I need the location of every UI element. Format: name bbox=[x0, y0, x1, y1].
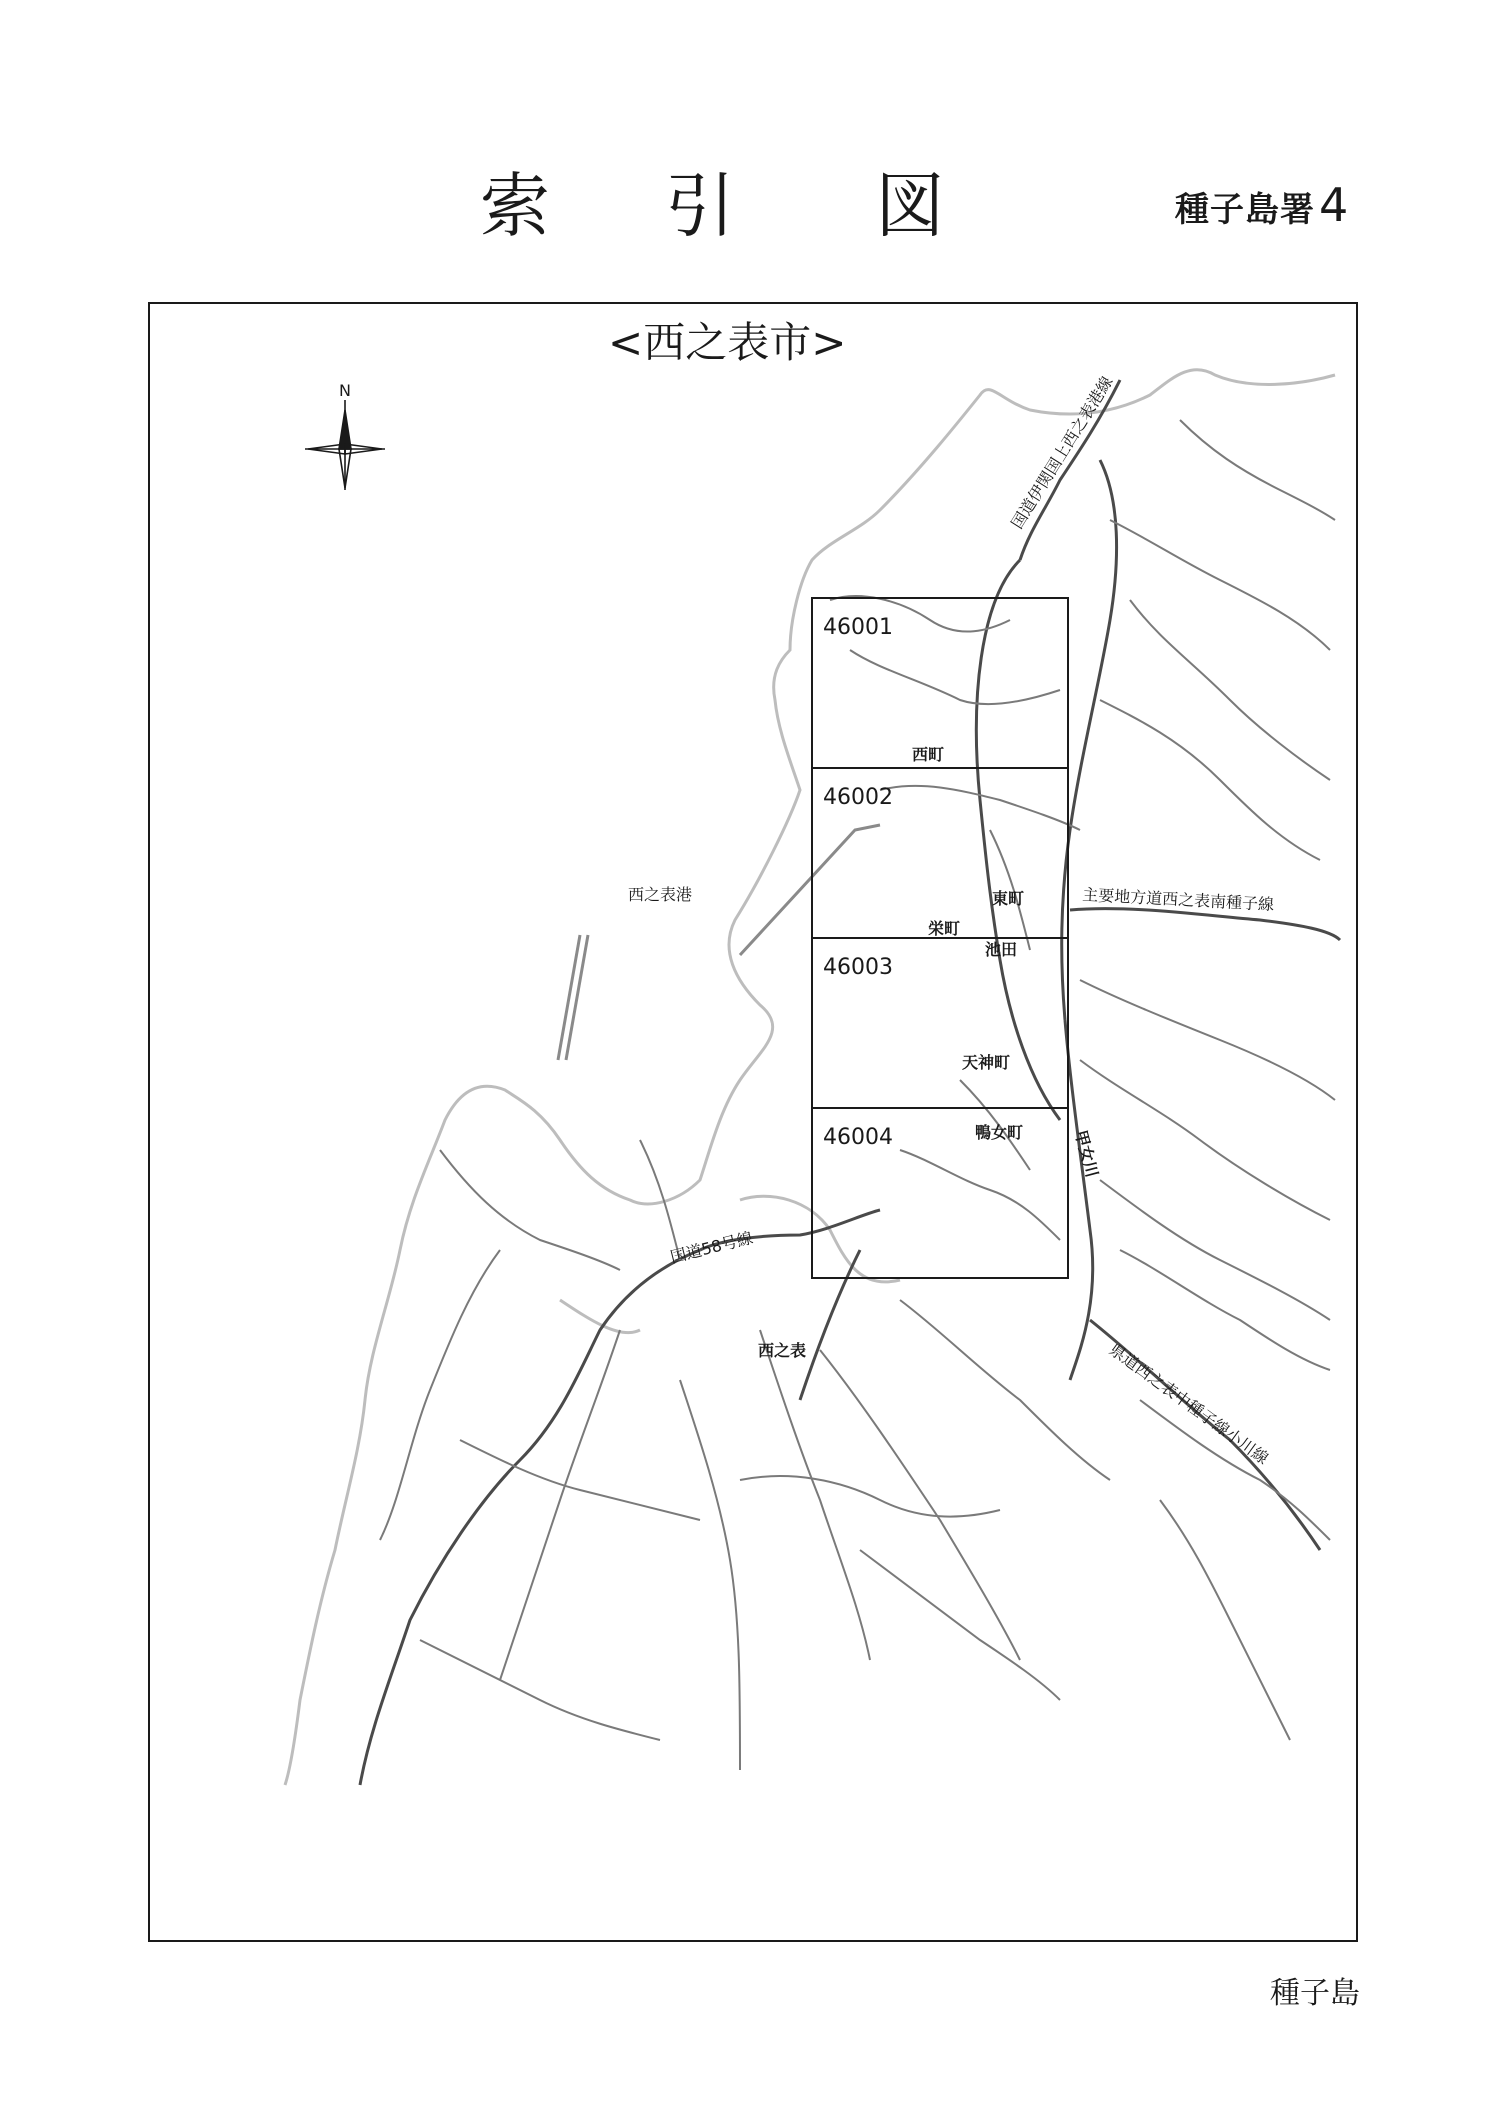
station-number: 4 bbox=[1319, 178, 1350, 232]
place-label-tenjinmachi: 天神町 bbox=[962, 1053, 1011, 1072]
title-char-3: 図 bbox=[875, 165, 945, 247]
place-label-nishinoomote: 西之表 bbox=[758, 1341, 807, 1360]
place-label-nishimachi: 西町 bbox=[912, 745, 945, 764]
map-subtitle: <西之表市> bbox=[608, 318, 847, 367]
place-label-higashimachi: 東町 bbox=[992, 889, 1025, 908]
place-label-ushimemachi: 鴨女町 bbox=[975, 1123, 1024, 1142]
road-network-major bbox=[360, 380, 1340, 1785]
index-sheet-label-46001: 46001 bbox=[823, 615, 893, 640]
place-label-sakaemachi: 栄町 bbox=[928, 919, 961, 938]
index-sheet-grid bbox=[812, 598, 1068, 1278]
road-label-main-local: 主要地方道西之表南種子線 bbox=[1081, 885, 1275, 915]
road-label-route58: 国道58号線 bbox=[668, 1228, 755, 1267]
station-name: 種子島署 bbox=[1175, 190, 1315, 230]
place-label-ikeda: 池田 bbox=[985, 940, 1018, 959]
index-sheet-label-46003: 46003 bbox=[823, 955, 893, 980]
title-char-2: 引 bbox=[665, 165, 735, 247]
index-sheet-label-46002: 46002 bbox=[823, 785, 893, 810]
compass-icon bbox=[305, 400, 385, 490]
compass-north-label: N bbox=[339, 381, 351, 400]
place-label-koumegawa: 甲女川 bbox=[1071, 1128, 1102, 1180]
breakwater bbox=[558, 825, 880, 1060]
road-label-southern: 県道西之表中種子線小川線 bbox=[1105, 1339, 1273, 1469]
footer-label: 種子島 bbox=[1270, 1976, 1360, 2011]
index-sheet-label-46004: 46004 bbox=[823, 1125, 893, 1150]
road-label-northern: 国道伊関国上西之表港線 bbox=[1007, 372, 1117, 533]
title-char-1: 索 bbox=[480, 165, 550, 247]
coastline bbox=[285, 370, 1335, 1785]
place-label-port: 西之表港 bbox=[628, 885, 693, 904]
